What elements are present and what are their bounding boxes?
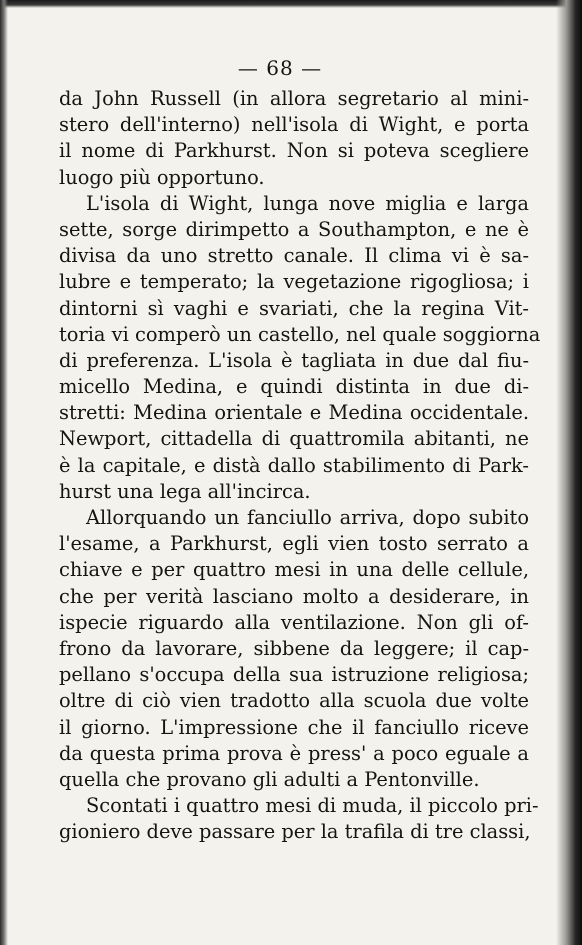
text-line: divisa da uno stretto canale. Il clima vi è sa- bbox=[59, 244, 529, 268]
text-line: oltre di ciò vien tradotto alla scuola due volte bbox=[59, 689, 529, 713]
text-line: chiave e per quattro mesi in una delle cellule, bbox=[59, 558, 529, 582]
paragraph bbox=[59, 793, 539, 845]
text-line: stretti: Medina orientale e Medina occidentale. bbox=[59, 401, 529, 425]
paragraph bbox=[59, 86, 529, 191]
text-line: il nome di Parkhurst. Non si poteva scegliere bbox=[59, 139, 529, 163]
paragraph bbox=[59, 505, 529, 793]
text-line: quella che provano gli adulti a Pentonville. bbox=[59, 767, 480, 791]
text-line: lubre e temperato; la vegetazione rigogliosa; i bbox=[59, 270, 529, 294]
text-line: pellano s'occupa della sua istruzione religiosa; bbox=[59, 663, 529, 687]
text-line: luogo più opportuno. bbox=[59, 165, 265, 189]
text-line: toria vi comperò un castello, nel quale soggiorna bbox=[59, 322, 541, 346]
text-line: l'esame, a Parkhurst, egli vien tosto serrato a bbox=[59, 532, 529, 556]
text-line: Scontati i quattro mesi di muda, il piccolo pri- bbox=[86, 794, 539, 818]
body-text bbox=[59, 86, 541, 845]
text-line: hurst una lega all'incirca. bbox=[59, 479, 311, 503]
text-line: da John Russell (in allora segretario al mini- bbox=[59, 87, 529, 110]
text-line: da questa prima prova è press' a poco eguale a bbox=[59, 741, 529, 765]
text-line: stero dell'interno) nell'isola di Wight, e porta bbox=[59, 113, 529, 137]
text-line: che per verità lasciano molto a desiderare, in bbox=[59, 584, 529, 608]
paragraph bbox=[59, 191, 541, 505]
text-line: sette, sorge dirimpetto a Southampton, e ne è bbox=[59, 217, 529, 241]
text-line: frono da lavorare, sibbene da leggere; il cap- bbox=[59, 636, 529, 660]
text-line: Allorquando un fanciullo arriva, dopo subito bbox=[86, 506, 529, 529]
text-line: ispecie riguardo alla ventilazione. Non gli of- bbox=[59, 610, 529, 634]
text-line: micello Medina, e quindi distinta in due di- bbox=[59, 375, 529, 399]
text-line: il giorno. L'impressione che il fanciullo riceve bbox=[59, 715, 529, 739]
text-line: di preferenza. L'isola è tagliata in due dal fiu- bbox=[59, 348, 529, 372]
text-line: gioniero deve passare per la trafila di tre classi, bbox=[59, 820, 531, 844]
text-line: Newport, cittadella di quattromila abitanti, ne bbox=[59, 427, 529, 451]
text-line: L'isola di Wight, lunga nove miglia e larga bbox=[86, 191, 529, 215]
text-line: dintorni sì vaghi e svariati, che la regina Vit- bbox=[59, 296, 529, 320]
page-number: — 68 — bbox=[237, 56, 323, 80]
text-line: è la capitale, e distà dallo stabilimento di Park- bbox=[59, 453, 529, 477]
